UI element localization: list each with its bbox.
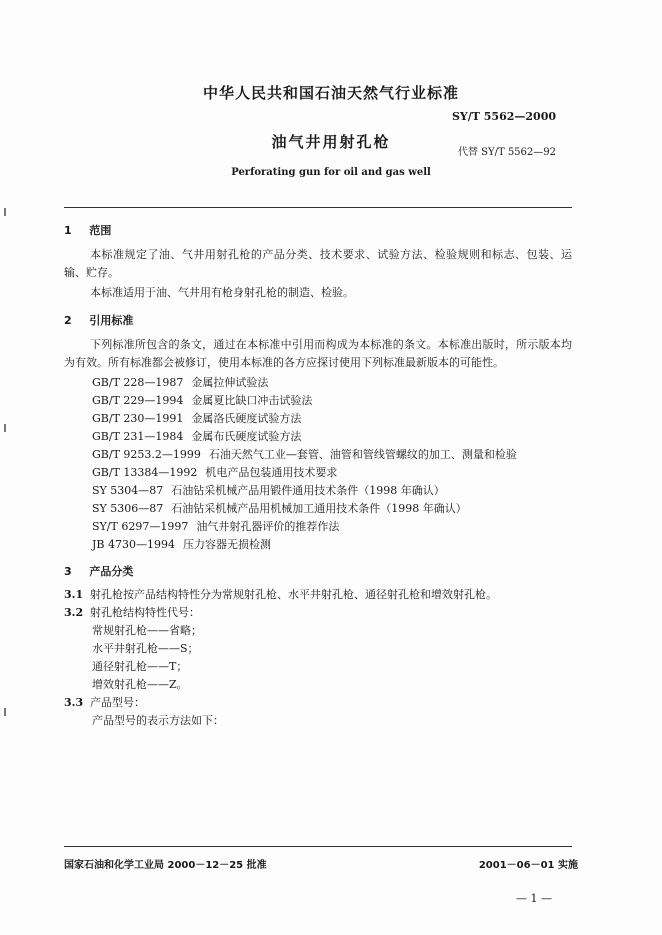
section-title: 范围 [89, 224, 112, 237]
reference-item [92, 518, 339, 534]
reference-title: 金属洛氏硬度试验方法 [191, 412, 302, 425]
clause-text: 产品型号： [90, 696, 145, 709]
clause-text: 射孔枪结构特性代号： [90, 606, 200, 619]
reference-code: GB/T 229—1994 [92, 394, 184, 407]
paragraph: 下列标准所包含的条文，通过在本标准中引用而构成为本标准的条文。本标准出版时，所示版本均为有效。所有标准都会被修订，使用本标准的各方应探讨使用下列标准最新版本的可能性。 [64, 338, 572, 369]
reference-item [92, 374, 268, 390]
header-rule [64, 207, 572, 208]
reference-title: 石油钻采机械产品用机械加工通用技术条件（1998 年确认） [171, 502, 467, 515]
reference-code: GB/T 9253.2—1999 [92, 448, 201, 461]
scan-mark [4, 424, 6, 432]
section-number: 3 [64, 565, 72, 578]
section-number: 2 [64, 314, 72, 327]
footer-rule [64, 846, 572, 847]
reference-item [92, 536, 271, 552]
effective-date: 2001－06－01 实施 [478, 860, 578, 871]
reference-title: 石油钻采机械产品用锻件通用技术条件（1998 年确认） [171, 484, 445, 497]
reference-title: 金属布氏硬度试验方法 [191, 430, 302, 443]
structure-code-item: 增效射孔枪——Z。 [92, 678, 188, 691]
reference-title: 机电产品包装通用技术要求 [205, 466, 338, 479]
clause-3-3 [64, 694, 145, 711]
section-title: 产品分类 [89, 565, 134, 578]
reference-item [92, 464, 337, 480]
reference-title: 金属拉伸试验法 [191, 376, 269, 389]
reference-code: SY 5304—87 [92, 484, 164, 497]
standard-title: 中华人民共和国石油天然气行业标准 [202, 84, 459, 102]
structure-code-item: 水平井射孔枪——S； [92, 642, 199, 655]
section-1-heading [64, 222, 111, 238]
clause-number: 3.3 [64, 696, 84, 709]
paragraph: 本标准适用于油、气井用有枪身射孔枪的制造、检验。 [90, 286, 354, 299]
section-title: 引用标准 [89, 314, 134, 327]
replaces-standard: 代替 SY/T 5562—92 [457, 147, 556, 158]
section-3-heading [64, 563, 133, 579]
reference-code: SY 5306—87 [92, 502, 164, 515]
document-title: 油气井用射孔枪 [271, 133, 391, 151]
reference-code: GB/T 230—1991 [92, 412, 184, 425]
scan-mark [4, 708, 6, 716]
clause-number: 3.1 [64, 588, 84, 601]
structure-code-item: 通径射孔枪——T； [92, 660, 188, 673]
reference-item [92, 410, 301, 426]
reference-item [92, 446, 517, 462]
reference-item [92, 482, 445, 498]
reference-item [92, 428, 301, 444]
reference-title: 油气井射孔器评价的推荐作法 [196, 520, 340, 533]
section-number: 1 [64, 224, 72, 237]
clause-3-3-detail: 产品型号的表示方法如下： [92, 714, 224, 727]
reference-item [92, 500, 467, 516]
clause-number: 3.2 [64, 606, 84, 619]
reference-code: JB 4730—1994 [92, 538, 175, 551]
reference-code: GB/T 228—1987 [92, 376, 184, 389]
clause-3-1 [64, 586, 497, 603]
reference-title: 石油天然气工业—套管、油管和管线管螺纹的加工、测量和检验 [208, 448, 517, 461]
section-2-heading [64, 312, 133, 328]
reference-title: 金属夏比缺口冲击试验法 [191, 394, 313, 407]
clause-3-2 [64, 604, 200, 621]
page-number: — 1 — [516, 892, 552, 905]
scan-mark [4, 208, 6, 216]
structure-code-item: 常规射孔枪——省略； [92, 624, 202, 637]
reference-title: 压力容器无损检测 [182, 538, 271, 551]
clause-text: 射孔枪按产品结构特性分为常规射孔枪、水平井射孔枪、通径射孔枪和增效射孔枪。 [90, 588, 497, 601]
reference-code: SY/T 6297—1997 [92, 520, 189, 533]
reference-code: GB/T 231—1984 [92, 430, 184, 443]
approval-date: 国家石油和化学工业局 2000－12－25 批准 [64, 860, 267, 871]
reference-item [92, 392, 312, 408]
paragraph: 本标准规定了油、气井用射孔枪的产品分类、技术要求、试验方法、检验规则和标志、包装、运输、贮存。 [64, 248, 572, 279]
reference-code: GB/T 13384—1992 [92, 466, 198, 479]
document-title-english: Perforating gun for oil and gas well [231, 167, 431, 178]
standard-number: SY/T 5562—2000 [451, 110, 556, 123]
